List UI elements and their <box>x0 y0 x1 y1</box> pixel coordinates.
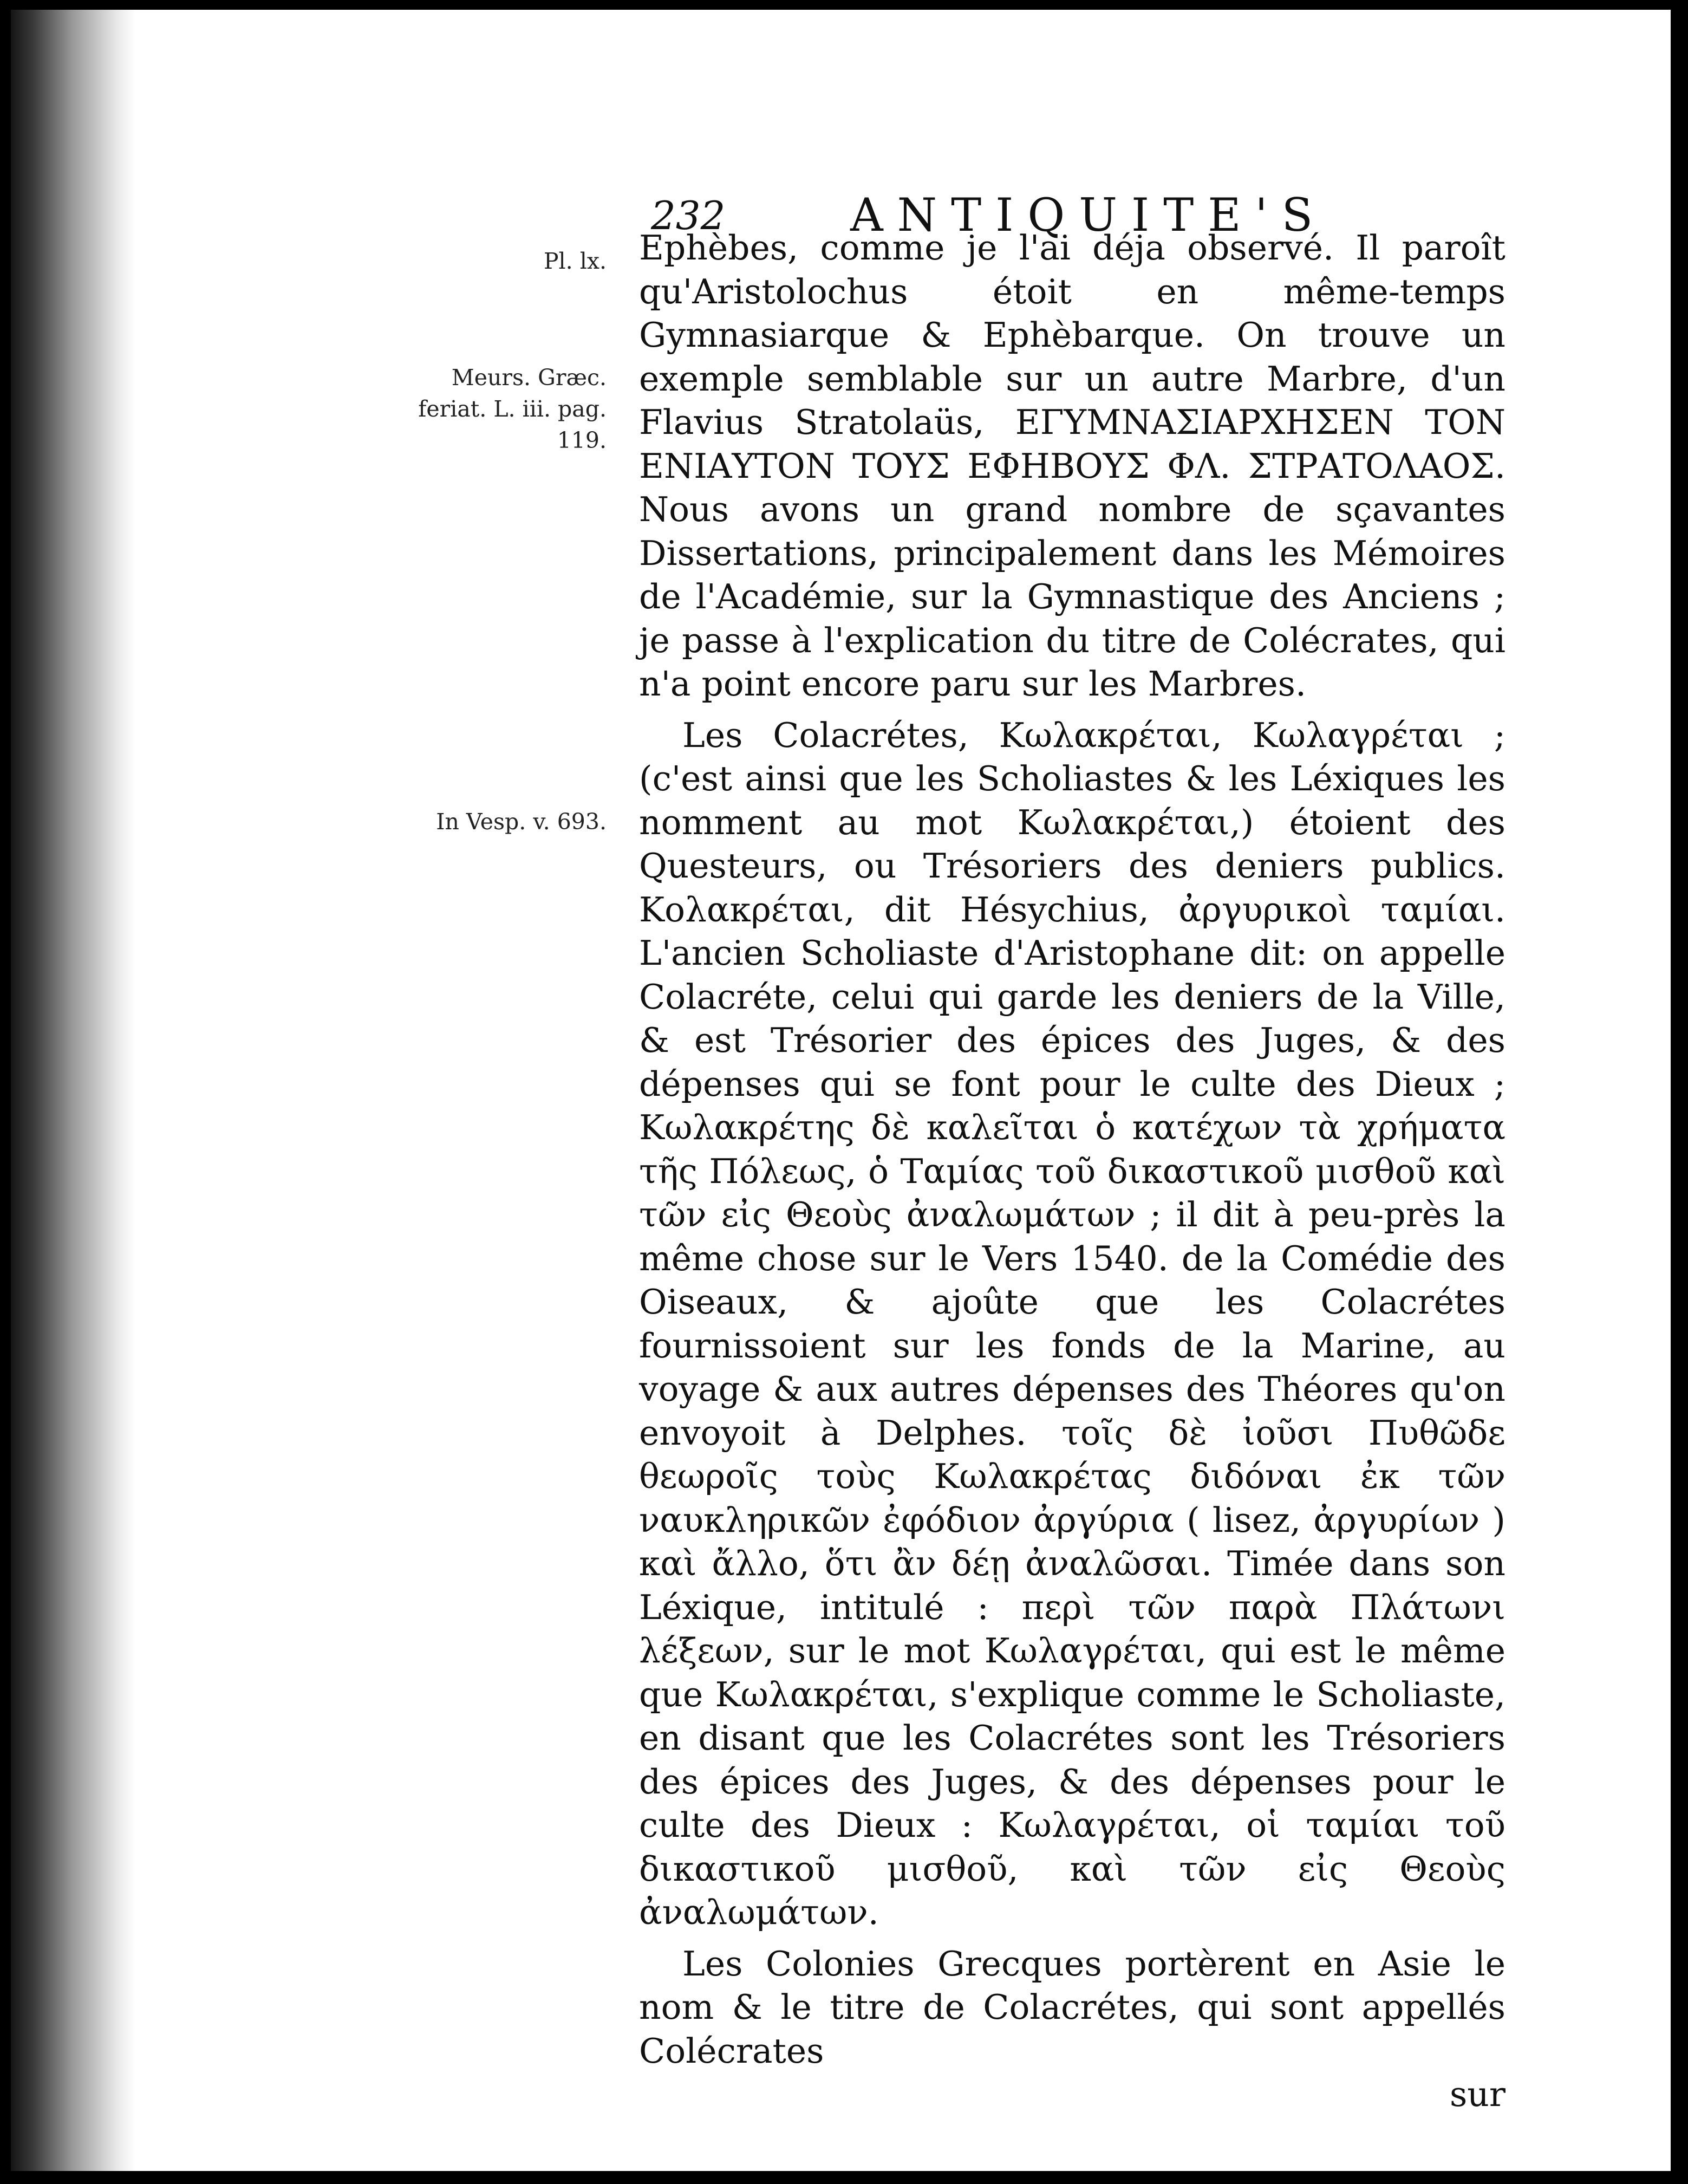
running-title: ANTIQUITE'S <box>850 188 1327 242</box>
page-number: 232 <box>651 193 726 238</box>
paragraph-2: Les Colacrétes, Κωλακρέται, Κωλαγρέται ; (c'est ainsi que les Scholiastes & les Léxiques les nomment au mot Κωλακρέται,) étoient des Questeurs, ou Trésoriers des deniers publics. Κολακρέται, dit Hésychius, ἀργυρικοὶ ταμίαι. L'ancien Scholiaste d'Aristophane dit: on appelle Colacréte, celui qui garde les deniers de la Ville, & est Trésorier des épices des Juges, & des dépenses qui se font pour le culte des Dieux ; Κωλακρέτης δὲ καλεῖται ὁ κατέχων τὰ χρήματα τῆς Πόλεως, ὁ Ταμίας τοῦ δικαστικοῦ μισθοῦ καὶ τῶν εἰς Θεοὺς ἀναλωμάτων ; il dit à peu-près la même chose sur le Vers 1540. de la Comédie des Oiseaux, & ajoûte que les Colacrétes fournissoient sur les fonds de la Marine, au voyage & aux autres dépenses des Théores qu'on envoyoit à Delphes. τοῖς δὲ ἰοῦσι Πυθῶδε θεωροῖς τοὺς Κωλακρέτας διδόναι ἐκ τῶν ναυκληρικῶν ἐφόδιον ἀργύρια ( lisez, ἀργυρίων ) καὶ ἄλλο, ὅτι ἂν δέῃ ἀναλῶσαι. Timée dans son Léxique, intitulé : περὶ τῶν παρὰ Πλάτωνι λέξεων, sur le mot Κωλαγρέται, qui est le même que Κωλακρέται, s'explique comme le Scholiaste, en disant que les Colacrétes sont les Trésoriers des épices des Juges, & des dépenses pour le culte des Dieux : Κωλαγρέται, οἱ ταμίαι τοῦ δικαστικοῦ μισθοῦ, καὶ τῶν εἰς Θεοὺς ἀναλωμάτων. <box>639 715 1505 1932</box>
page-sheet <box>11 10 1671 2171</box>
margin-note-reference: Meurs. Græc. feriat. L. iii. pag. 119. <box>418 365 607 453</box>
paragraph-1: Ephèbes, comme je l'ai déja observé. Il paroît qu'Aristolochus étoit en même-temps Gymnasiarque & Ephèbarque. On trouve un exemple semblable sur un autre Marbre, d'un Flavius Stratolaüs, ΕΓΥΜΝΑΣΙΑΡΧΗΣΕΝ ΤΟΝ ΕΝΙΑΥΤΟΝ ΤΟΥΣ ΕΦΗΒΟΥΣ ΦΛ. ΣΤΡΑΤΟΛΑΟΣ. Nous avons un grand nombre de sçavantes Dissertations, principalement dans les Mémoires de l'Académie, sur la Gymnastique des Anciens ; je passe à l'explication du titre de Colécrates, qui n'a point encore paru sur les Marbres. <box>639 228 1505 704</box>
catchword: sur <box>1449 2075 1505 2114</box>
paragraph-3: Les Colonies Grecques portèrent en Asie le nom & le titre de Colacrétes, qui sont appellés Colécrates <box>639 1943 1505 2071</box>
body-text <box>639 226 1505 2116</box>
margin-note-plate: Pl. lx. <box>543 248 607 274</box>
margin-note-scholia: In Vesp. v. 693. <box>436 809 607 835</box>
binding-shadow <box>11 10 135 2171</box>
